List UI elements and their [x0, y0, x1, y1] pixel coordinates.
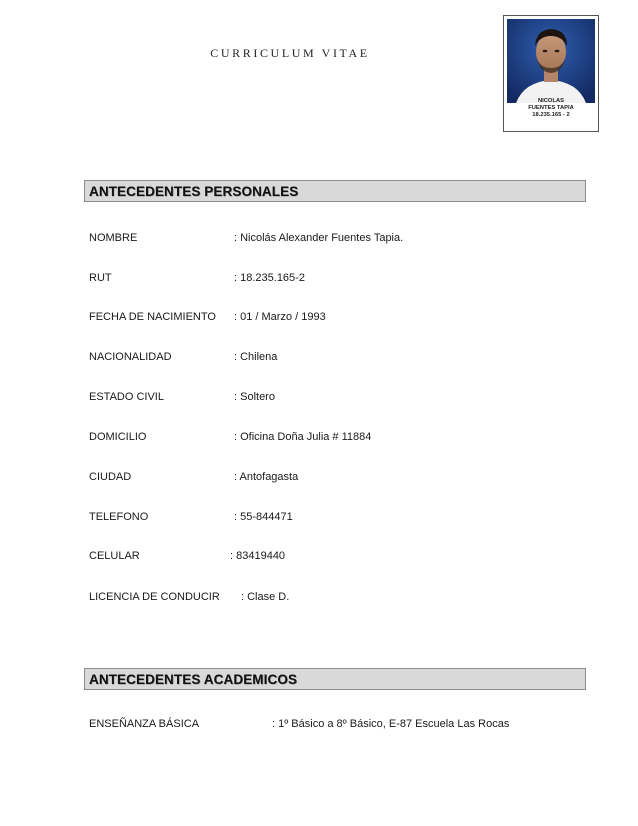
field-value: : Soltero	[234, 391, 275, 403]
info-row-estado-civil	[89, 389, 589, 405]
info-row-fecha-nacimiento	[89, 309, 589, 325]
info-row-licencia	[89, 589, 589, 605]
field-label: LICENCIA DE CONDUCIR	[89, 591, 220, 603]
field-value: : Antofagasta	[234, 471, 299, 483]
field-label: TELEFONO	[89, 511, 149, 523]
photo-caption-rut: 18.235.165 - 2	[532, 112, 570, 118]
field-value: : Nicolás Alexander Fuentes Tapia.	[234, 232, 404, 244]
field-value: : Clase D.	[241, 591, 290, 603]
info-row-telefono	[89, 509, 589, 525]
field-label: RUT	[89, 272, 112, 284]
photo-caption	[514, 98, 588, 119]
field-value: : 83419440	[230, 550, 286, 562]
info-row-ciudad	[89, 469, 589, 485]
info-row-rut	[89, 270, 589, 286]
field-value: : Chilena	[234, 351, 278, 363]
field-label: NACIONALIDAD	[89, 351, 172, 363]
field-label: CELULAR	[89, 550, 140, 562]
section-heading-text: ANTECEDENTES ACADEMICOS	[89, 672, 298, 687]
info-row-ensenanza-basica	[89, 716, 589, 732]
info-row-nacionalidad	[89, 349, 589, 365]
field-label: ESTADO CIVIL	[89, 391, 164, 403]
field-label: DOMICILIO	[89, 431, 147, 443]
field-label: ENSEÑANZA BÁSICA	[89, 718, 200, 730]
section-heading-text: ANTECEDENTES PERSONALES	[89, 184, 299, 199]
info-row-nombre	[89, 230, 589, 246]
field-label: CIUDAD	[89, 471, 132, 483]
info-row-domicilio	[89, 429, 589, 445]
field-label: NOMBRE	[89, 232, 138, 244]
photo-caption-name: NICOLAS	[537, 98, 565, 104]
field-value: : 55-844471	[234, 511, 293, 523]
field-value: : Oficina Doña Julia # 11884	[234, 431, 372, 443]
section-header-academic	[84, 668, 586, 690]
field-value: : 1º Básico a 8º Básico, E-87 Escuela Las Rocas	[272, 718, 510, 730]
field-value: : 18.235.165-2	[234, 272, 305, 284]
section-header-personal	[84, 180, 586, 202]
field-label: FECHA DE NACIMIENTO	[89, 311, 216, 323]
profile-photo	[503, 15, 599, 132]
field-value: : 01 / Marzo / 1993	[234, 311, 326, 323]
document-title: CURRICULUM VITAE	[210, 46, 370, 60]
photo-caption-surname: FUENTES TAPIA	[528, 105, 574, 111]
info-row-celular	[89, 548, 589, 564]
